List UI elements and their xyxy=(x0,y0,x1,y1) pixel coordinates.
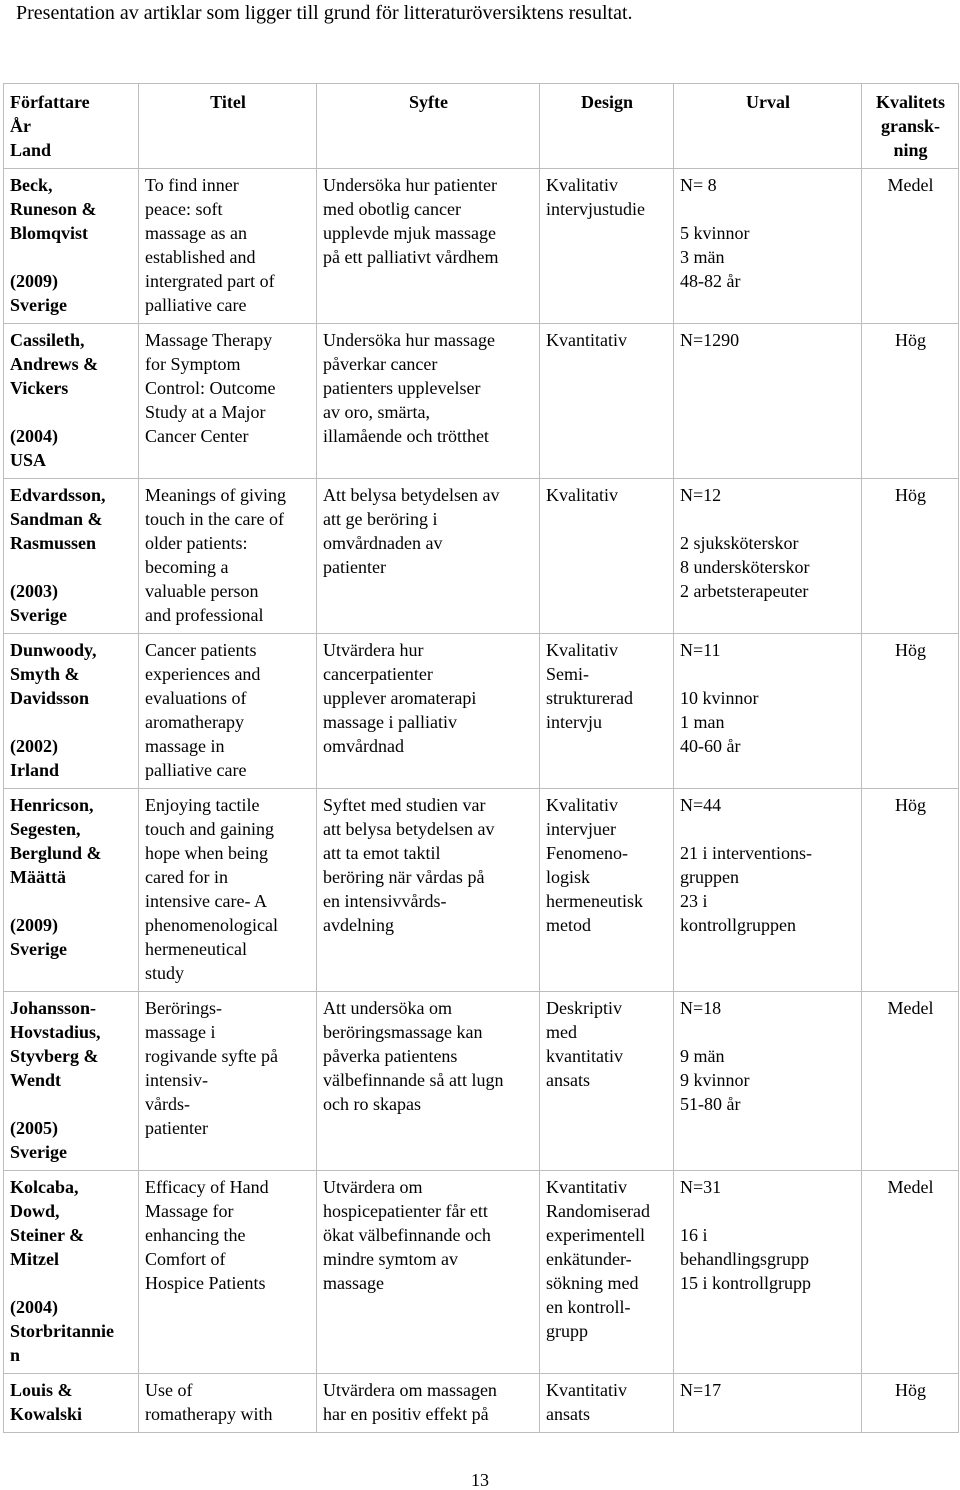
cell-line: Undersöka hur patienter xyxy=(323,175,497,195)
cell-line: Blomqvist xyxy=(10,223,89,243)
cell-author xyxy=(4,1374,139,1433)
cell-line: sökning med xyxy=(546,1273,639,1293)
cell-sample xyxy=(674,324,862,479)
cell-line: Sverige xyxy=(10,605,67,625)
cell-line: massage as an xyxy=(145,223,247,243)
cell-line: Henricson, xyxy=(10,795,94,815)
cell-line: vårds- xyxy=(145,1094,190,1114)
cell-title xyxy=(139,169,317,324)
table-row xyxy=(4,169,959,324)
cell-line: Dunwoody, xyxy=(10,640,97,660)
header-aim: Syfte xyxy=(317,84,540,169)
cell-line: på ett palliativt vårdhem xyxy=(323,247,499,267)
cell-line: enhancing the xyxy=(145,1225,246,1245)
cell-line: påverkar cancer xyxy=(323,354,438,374)
cell-line: Efficacy of Hand xyxy=(145,1177,269,1197)
cell-line: Semi- xyxy=(546,664,589,684)
cell-author xyxy=(4,169,139,324)
cell-line: intervjuer xyxy=(546,819,616,839)
cell-spacer xyxy=(680,1020,856,1044)
cell-line: 16 i xyxy=(680,1225,708,1245)
cell-line: experiences and xyxy=(145,664,261,684)
cell-line: upplevde mjuk massage xyxy=(323,223,496,243)
cell-aim xyxy=(317,169,540,324)
cell-line: hope when being xyxy=(145,843,268,863)
cell-line: Utvärdera hur xyxy=(323,640,424,660)
cell-line: 15 i kontrollgrupp xyxy=(680,1273,811,1293)
cell-line: upplever aromaterapi xyxy=(323,688,477,708)
cell-spacer xyxy=(10,710,133,734)
cell-line: 51-80 år xyxy=(680,1094,741,1114)
cell-line: Kvantitativ xyxy=(546,1177,627,1197)
cell-line: ansats xyxy=(546,1404,590,1424)
cell-author xyxy=(4,1171,139,1374)
cell-line: Vickers xyxy=(10,378,69,398)
cell-spacer xyxy=(10,889,133,913)
cell-line: Kvalitativ xyxy=(546,795,618,815)
cell-spacer xyxy=(10,245,133,269)
cell-line: påverka patientens xyxy=(323,1046,458,1066)
cell-title xyxy=(139,1171,317,1374)
cell-line: Rasmussen xyxy=(10,533,97,553)
cell-line: N= 8 xyxy=(680,175,717,195)
cell-author xyxy=(4,324,139,479)
cell-line: massage i xyxy=(145,1022,216,1042)
cell-line: illamående och trötthet xyxy=(323,426,489,446)
cell-line: en intensivvårds- xyxy=(323,891,447,911)
cell-line: 9 män xyxy=(680,1046,725,1066)
cell-line: USA xyxy=(10,450,47,470)
cell-line: att belysa betydelsen av xyxy=(323,819,495,839)
cell-line: Davidsson xyxy=(10,688,90,708)
cell-line: hermeneutisk xyxy=(546,891,643,911)
cell-line: Syftet med studien var xyxy=(323,795,486,815)
cell-author xyxy=(4,634,139,789)
cell-line: Cancer patients xyxy=(145,640,257,660)
cell-line: experimentell xyxy=(546,1225,645,1245)
cell-line: Att belysa betydelsen av xyxy=(323,485,500,505)
cell-design xyxy=(540,1374,674,1433)
cell-quality: Medel xyxy=(862,1171,959,1374)
cell-line: touch in the care of xyxy=(145,509,284,529)
cell-line: intergrated part of xyxy=(145,271,275,291)
cell-sample xyxy=(674,992,862,1171)
cell-spacer xyxy=(10,400,133,424)
cell-line: Sverige xyxy=(10,1142,67,1162)
header-sample: Urval xyxy=(674,84,862,169)
cell-spacer xyxy=(680,662,856,686)
cell-line: mindre symtom av xyxy=(323,1249,458,1269)
table-row xyxy=(4,324,959,479)
header-design: Design xyxy=(540,84,674,169)
cell-line: Segesten, xyxy=(10,819,81,839)
cell-aim xyxy=(317,479,540,634)
cell-line: 2 sjuksköterskor xyxy=(680,533,799,553)
cell-line: Sverige xyxy=(10,939,67,959)
cell-line: Massage Therapy xyxy=(145,330,273,350)
cell-spacer xyxy=(680,1199,856,1223)
cell-line: Kowalski xyxy=(10,1404,83,1424)
cell-sample xyxy=(674,479,862,634)
cell-line: cancerpatienter xyxy=(323,664,433,684)
cell-line: Att undersöka om xyxy=(323,998,452,1018)
cell-design xyxy=(540,324,674,479)
cell-design xyxy=(540,789,674,992)
cell-line: välbefinnande så att lugn xyxy=(323,1070,504,1090)
cell-line: att ta emot taktil xyxy=(323,843,441,863)
cell-line: Steiner & xyxy=(10,1225,85,1245)
cell-design xyxy=(540,169,674,324)
cell-line: evaluations of xyxy=(145,688,247,708)
header-row xyxy=(4,84,959,169)
cell-quality: Hög xyxy=(862,1374,959,1433)
cell-line: Kolcaba, xyxy=(10,1177,79,1197)
cell-spacer xyxy=(680,817,856,841)
cell-line: Kvalitativ xyxy=(546,175,618,195)
cell-spacer xyxy=(10,1271,133,1295)
cell-line: avdelning xyxy=(323,915,394,935)
cell-spacer xyxy=(680,507,856,531)
cell-design xyxy=(540,1171,674,1374)
cell-line: Enjoying tactile xyxy=(145,795,260,815)
header-author-line: År xyxy=(10,116,31,136)
cell-line: romatherapy with xyxy=(145,1404,273,1424)
cell-line: Use of xyxy=(145,1380,193,1400)
cell-line: patienter xyxy=(323,557,386,577)
cell-line: Comfort of xyxy=(145,1249,226,1269)
cell-line: Irland xyxy=(10,760,60,780)
cell-line: enkätunder- xyxy=(546,1249,632,1269)
cell-aim xyxy=(317,1374,540,1433)
cell-line: Cassileth, xyxy=(10,330,85,350)
cell-spacer xyxy=(10,555,133,579)
cell-title xyxy=(139,479,317,634)
cell-spacer xyxy=(680,197,856,221)
cell-design xyxy=(540,634,674,789)
cell-title xyxy=(139,789,317,992)
cell-author xyxy=(4,789,139,992)
cell-line: kvantitativ xyxy=(546,1046,623,1066)
cell-line: Berörings- xyxy=(145,998,222,1018)
cell-line: 5 kvinnor xyxy=(680,223,750,243)
cell-aim xyxy=(317,992,540,1171)
cell-line: (2004) xyxy=(10,1297,58,1317)
cell-title xyxy=(139,1374,317,1433)
cell-line: Sandman & xyxy=(10,509,103,529)
cell-line: Undersöka hur massage xyxy=(323,330,495,350)
cell-line: 2 arbetsterapeuter xyxy=(680,581,809,601)
cell-line: ansats xyxy=(546,1070,590,1090)
header-quality xyxy=(862,84,959,169)
cell-line: palliative care xyxy=(145,295,247,315)
table-row xyxy=(4,789,959,992)
cell-line: Mitzel xyxy=(10,1249,59,1269)
cell-line: att ge beröring i xyxy=(323,509,438,529)
cell-line: n xyxy=(10,1345,21,1365)
cell-line: Edvardsson, xyxy=(10,485,106,505)
header-author-line: Författare xyxy=(10,92,90,112)
cell-line: N=18 xyxy=(680,998,722,1018)
table-row xyxy=(4,1171,959,1374)
cell-line: older patients: xyxy=(145,533,248,553)
cell-design xyxy=(540,992,674,1171)
cell-line: massage i palliativ xyxy=(323,712,457,732)
cell-line: N=17 xyxy=(680,1380,722,1400)
cell-line: To find inner xyxy=(145,175,239,195)
cell-line: gruppen xyxy=(680,867,739,887)
cell-quality: Medel xyxy=(862,169,959,324)
cell-line: (2009) xyxy=(10,271,58,291)
cell-line: Dowd, xyxy=(10,1201,60,1221)
cell-line: 21 i interventions- xyxy=(680,843,812,863)
cell-line: 10 kvinnor xyxy=(680,688,759,708)
cell-line: Kvalitativ xyxy=(546,640,618,660)
cell-title xyxy=(139,634,317,789)
cell-line: and professional xyxy=(145,605,264,625)
cell-line: omvårdnad xyxy=(323,736,404,756)
table-body xyxy=(4,169,959,1433)
header-quality-line: ning xyxy=(893,140,928,160)
cell-line: Hovstadius, xyxy=(10,1022,101,1042)
cell-quality: Medel xyxy=(862,992,959,1171)
cell-line: behandlingsgrupp xyxy=(680,1249,809,1269)
articles-table xyxy=(3,83,959,1433)
cell-line: (2002) xyxy=(10,736,58,756)
cell-sample xyxy=(674,1374,862,1433)
cell-line: hospicepatienter får ett xyxy=(323,1201,488,1221)
cell-line: Utvärdera om massagen xyxy=(323,1380,497,1400)
cell-line: 48-82 år xyxy=(680,271,741,291)
cell-line: Deskriptiv xyxy=(546,998,622,1018)
cell-line: established and xyxy=(145,247,256,267)
cell-line: Meanings of giving xyxy=(145,485,286,505)
cell-line: strukturerad xyxy=(546,688,633,708)
cell-line: kontrollgruppen xyxy=(680,915,796,935)
cell-line: ökat välbefinnande och xyxy=(323,1225,491,1245)
cell-aim xyxy=(317,634,540,789)
cell-line: Utvärdera om xyxy=(323,1177,423,1197)
cell-line: Andrews & xyxy=(10,354,99,374)
cell-line: peace: soft xyxy=(145,199,223,219)
cell-line: N=11 xyxy=(680,640,721,660)
cell-spacer xyxy=(10,1092,133,1116)
cell-line: 9 kvinnor xyxy=(680,1070,750,1090)
cell-line: (2009) xyxy=(10,915,58,935)
header-quality-line: gransk- xyxy=(880,116,940,136)
cell-quality: Hög xyxy=(862,634,959,789)
cell-line: Berglund & xyxy=(10,843,102,863)
table-row xyxy=(4,479,959,634)
cell-line: becoming a xyxy=(145,557,229,577)
cell-line: Hospice Patients xyxy=(145,1273,266,1293)
cell-line: aromatherapy xyxy=(145,712,244,732)
cell-line: Beck, xyxy=(10,175,53,195)
cell-title xyxy=(139,992,317,1171)
cell-line: Cancer Center xyxy=(145,426,249,446)
cell-line: Kvantitativ xyxy=(546,330,627,350)
cell-line: N=12 xyxy=(680,485,722,505)
cell-sample xyxy=(674,789,862,992)
cell-aim xyxy=(317,1171,540,1374)
cell-line: patienter xyxy=(145,1118,208,1138)
cell-line: 3 män xyxy=(680,247,725,267)
cell-line: palliative care xyxy=(145,760,247,780)
cell-line: intensiv- xyxy=(145,1070,208,1090)
cell-line: med xyxy=(546,1022,577,1042)
header-quality-line: Kvalitets xyxy=(876,92,945,112)
cell-line: Louis & xyxy=(10,1380,73,1400)
header-title: Titel xyxy=(139,84,317,169)
cell-design xyxy=(540,479,674,634)
page-number: 13 xyxy=(471,1470,489,1490)
cell-line: (2005) xyxy=(10,1118,58,1138)
cell-line: har en positiv effekt på xyxy=(323,1404,489,1424)
cell-line: hermeneutical xyxy=(145,939,247,959)
cell-line: N=44 xyxy=(680,795,722,815)
cell-sample xyxy=(674,169,862,324)
cell-line: intervjustudie xyxy=(546,199,645,219)
cell-line: Johansson- xyxy=(10,998,97,1018)
cell-line: patienters upplevelser xyxy=(323,378,481,398)
cell-line: grupp xyxy=(546,1321,588,1341)
cell-line: Randomiserad xyxy=(546,1201,650,1221)
cell-line: metod xyxy=(546,915,591,935)
cell-quality: Hög xyxy=(862,789,959,992)
cell-line: for Symptom xyxy=(145,354,241,374)
cell-sample xyxy=(674,1171,862,1374)
cell-line: omvårdnaden av xyxy=(323,533,443,553)
cell-author xyxy=(4,992,139,1171)
cell-line: N=31 xyxy=(680,1177,722,1197)
cell-line: Kvalitativ xyxy=(546,485,618,505)
cell-line: valuable person xyxy=(145,581,259,601)
cell-line: en kontroll- xyxy=(546,1297,631,1317)
cell-line: Styvberg & xyxy=(10,1046,99,1066)
cell-sample xyxy=(674,634,862,789)
cell-line: (2003) xyxy=(10,581,58,601)
cell-line: Kvantitativ xyxy=(546,1380,627,1400)
cell-line: Sverige xyxy=(10,295,67,315)
cell-line: Storbritannie xyxy=(10,1321,115,1341)
cell-line: Määttä xyxy=(10,867,66,887)
cell-aim xyxy=(317,324,540,479)
cell-line: Massage for xyxy=(145,1201,234,1221)
cell-line: intensive care- A xyxy=(145,891,267,911)
cell-aim xyxy=(317,789,540,992)
cell-author xyxy=(4,479,139,634)
cell-line: Runeson & xyxy=(10,199,97,219)
table-row xyxy=(4,1374,959,1433)
cell-line: N=1290 xyxy=(680,330,740,350)
articles-table-wrapper xyxy=(3,83,958,1458)
cell-line: logisk xyxy=(546,867,591,887)
cell-line: 8 undersköterskor xyxy=(680,557,810,577)
cell-quality: Hög xyxy=(862,479,959,634)
cell-line: phenomenological xyxy=(145,915,278,935)
cell-quality: Hög xyxy=(862,324,959,479)
cell-line: 1 man xyxy=(680,712,725,732)
cell-line: intervju xyxy=(546,712,602,732)
table-row xyxy=(4,634,959,789)
cell-line: Study at a Major xyxy=(145,402,266,422)
cell-line: 23 i xyxy=(680,891,708,911)
cell-line: (2004) xyxy=(10,426,58,446)
cell-line: Wendt xyxy=(10,1070,62,1090)
page-caption: Presentation av artiklar som ligger till grund för litteraturöversiktens resultat. xyxy=(16,2,633,24)
cell-line: Fenomeno- xyxy=(546,843,628,863)
cell-line: av oro, smärta, xyxy=(323,402,430,422)
cell-line: study xyxy=(145,963,185,983)
cell-line: Smyth & xyxy=(10,664,80,684)
cell-line: och ro skapas xyxy=(323,1094,421,1114)
cell-line: massage xyxy=(323,1273,384,1293)
cell-line: massage in xyxy=(145,736,225,756)
cell-line: touch and gaining xyxy=(145,819,274,839)
cell-line: Control: Outcome xyxy=(145,378,276,398)
cell-line: beröring när vårdas på xyxy=(323,867,485,887)
header-author xyxy=(4,84,139,169)
header-author-line: Land xyxy=(10,140,52,160)
table-row xyxy=(4,992,959,1171)
cell-line: cared for in xyxy=(145,867,228,887)
cell-line: rogivande syfte på xyxy=(145,1046,278,1066)
cell-line: 40-60 år xyxy=(680,736,741,756)
cell-line: med obotlig cancer xyxy=(323,199,461,219)
cell-line: beröringsmassage kan xyxy=(323,1022,483,1042)
cell-title xyxy=(139,324,317,479)
